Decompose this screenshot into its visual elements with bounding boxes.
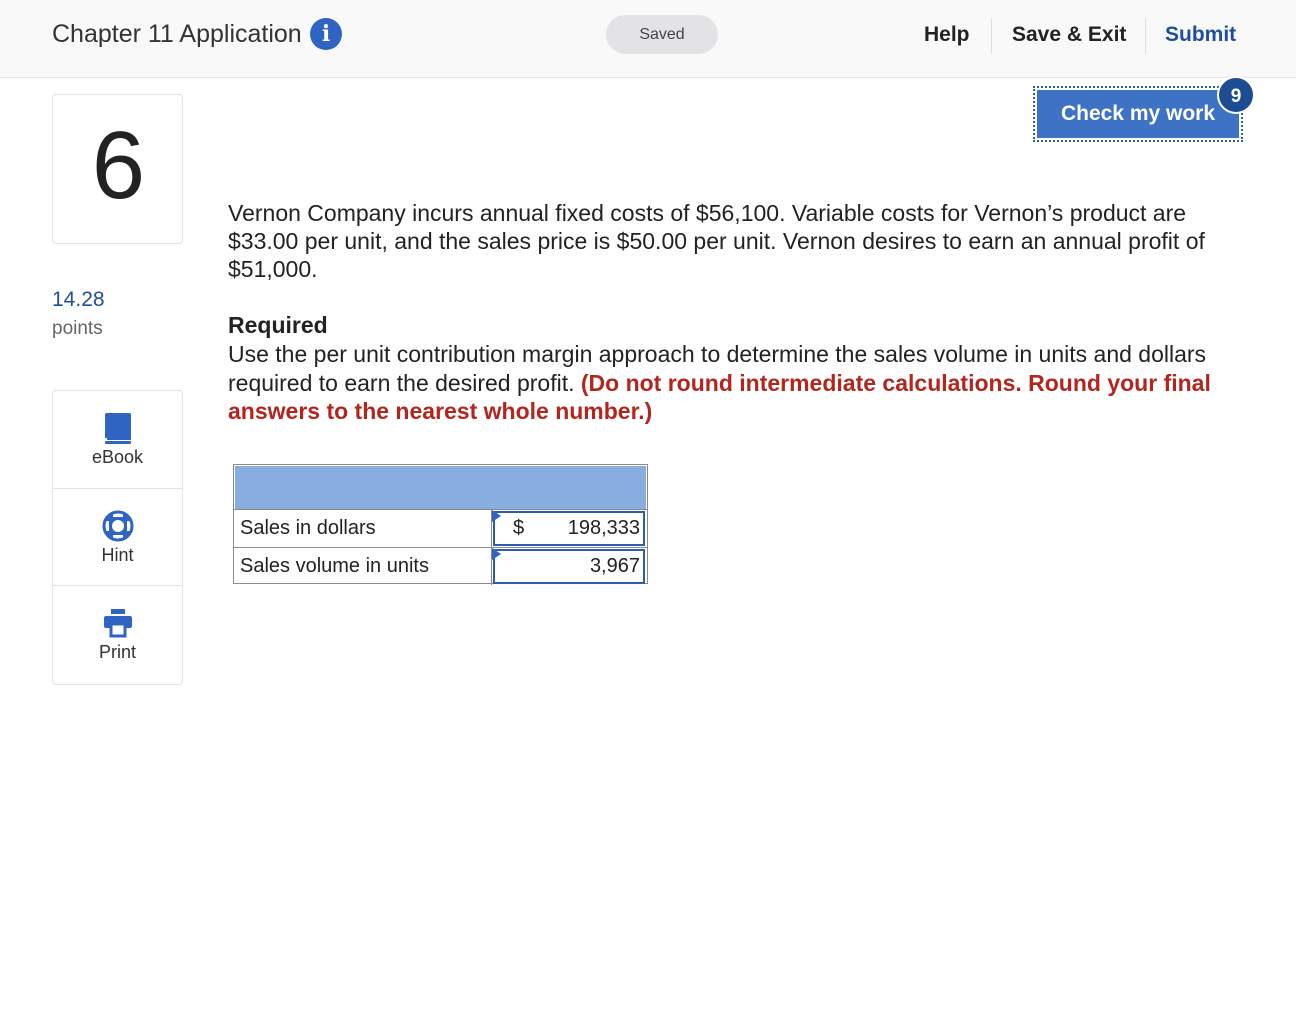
rounding-instructions: (Do not round intermediate calculations. Round your final answers to the nearest whole number.) [228,369,1211,424]
print-button[interactable] [53,585,182,682]
question-number: 6 [91,112,146,219]
printer-icon [102,606,134,640]
table-row [234,509,647,547]
input-value: 198,333 [567,517,640,539]
input-value: 3,967 [589,555,640,577]
top-header [0,0,1296,78]
assignment-title: Chapter 11 Application [52,20,302,48]
sales-dollars-input[interactable] [493,511,645,546]
required-instructions [228,340,1258,426]
answer-cell [491,510,647,547]
answer-cell [491,548,647,585]
points-label: points [52,318,103,339]
question-number-card [52,94,183,244]
row-label-sales-units: Sales volume in units [240,555,429,577]
info-icon[interactable]: i [310,18,342,50]
lifebuoy-icon [102,509,134,543]
ebook-button[interactable] [53,391,182,488]
save-exit-button[interactable]: Save & Exit [1012,23,1127,46]
hint-label: Hint [101,545,134,565]
cell-flag-icon [492,548,501,560]
row-label-sales-dollars: Sales in dollars [240,517,376,539]
check-my-work-button[interactable]: Check my work [1037,90,1239,138]
checks-remaining-badge: 9 [1217,76,1255,114]
points-value: 14.28 [52,288,105,311]
table-header [235,466,646,509]
problem-statement: Vernon Company incurs annual fixed costs of $56,100. Variable costs for Vernon’s product are $33.00 per unit, and the sales price is $50.00 per unit. Vernon desires to earn an annual profit of $51,000. [228,200,1205,282]
table-row [234,547,647,585]
header-divider [991,18,992,54]
header-divider [1145,18,1146,54]
hint-button[interactable] [53,488,182,585]
answer-table [233,464,648,584]
saved-status-badge: Saved [606,15,718,54]
print-label: Print [98,642,136,662]
cell-flag-icon [492,510,501,522]
required-text: Use the per unit contribution margin approach to determine the sales volume in units and dollars required to earn the desired profit. [228,341,1207,396]
check-my-work-focus-ring [1033,86,1243,142]
submit-button[interactable]: Submit [1165,23,1237,46]
book-icon [102,411,134,445]
sales-units-input[interactable] [493,549,645,584]
help-button[interactable]: Help [924,23,970,46]
ebook-label: eBook [91,447,144,467]
currency-symbol: $ [513,517,525,539]
tools-panel [52,390,183,685]
required-heading: Required [228,312,328,338]
